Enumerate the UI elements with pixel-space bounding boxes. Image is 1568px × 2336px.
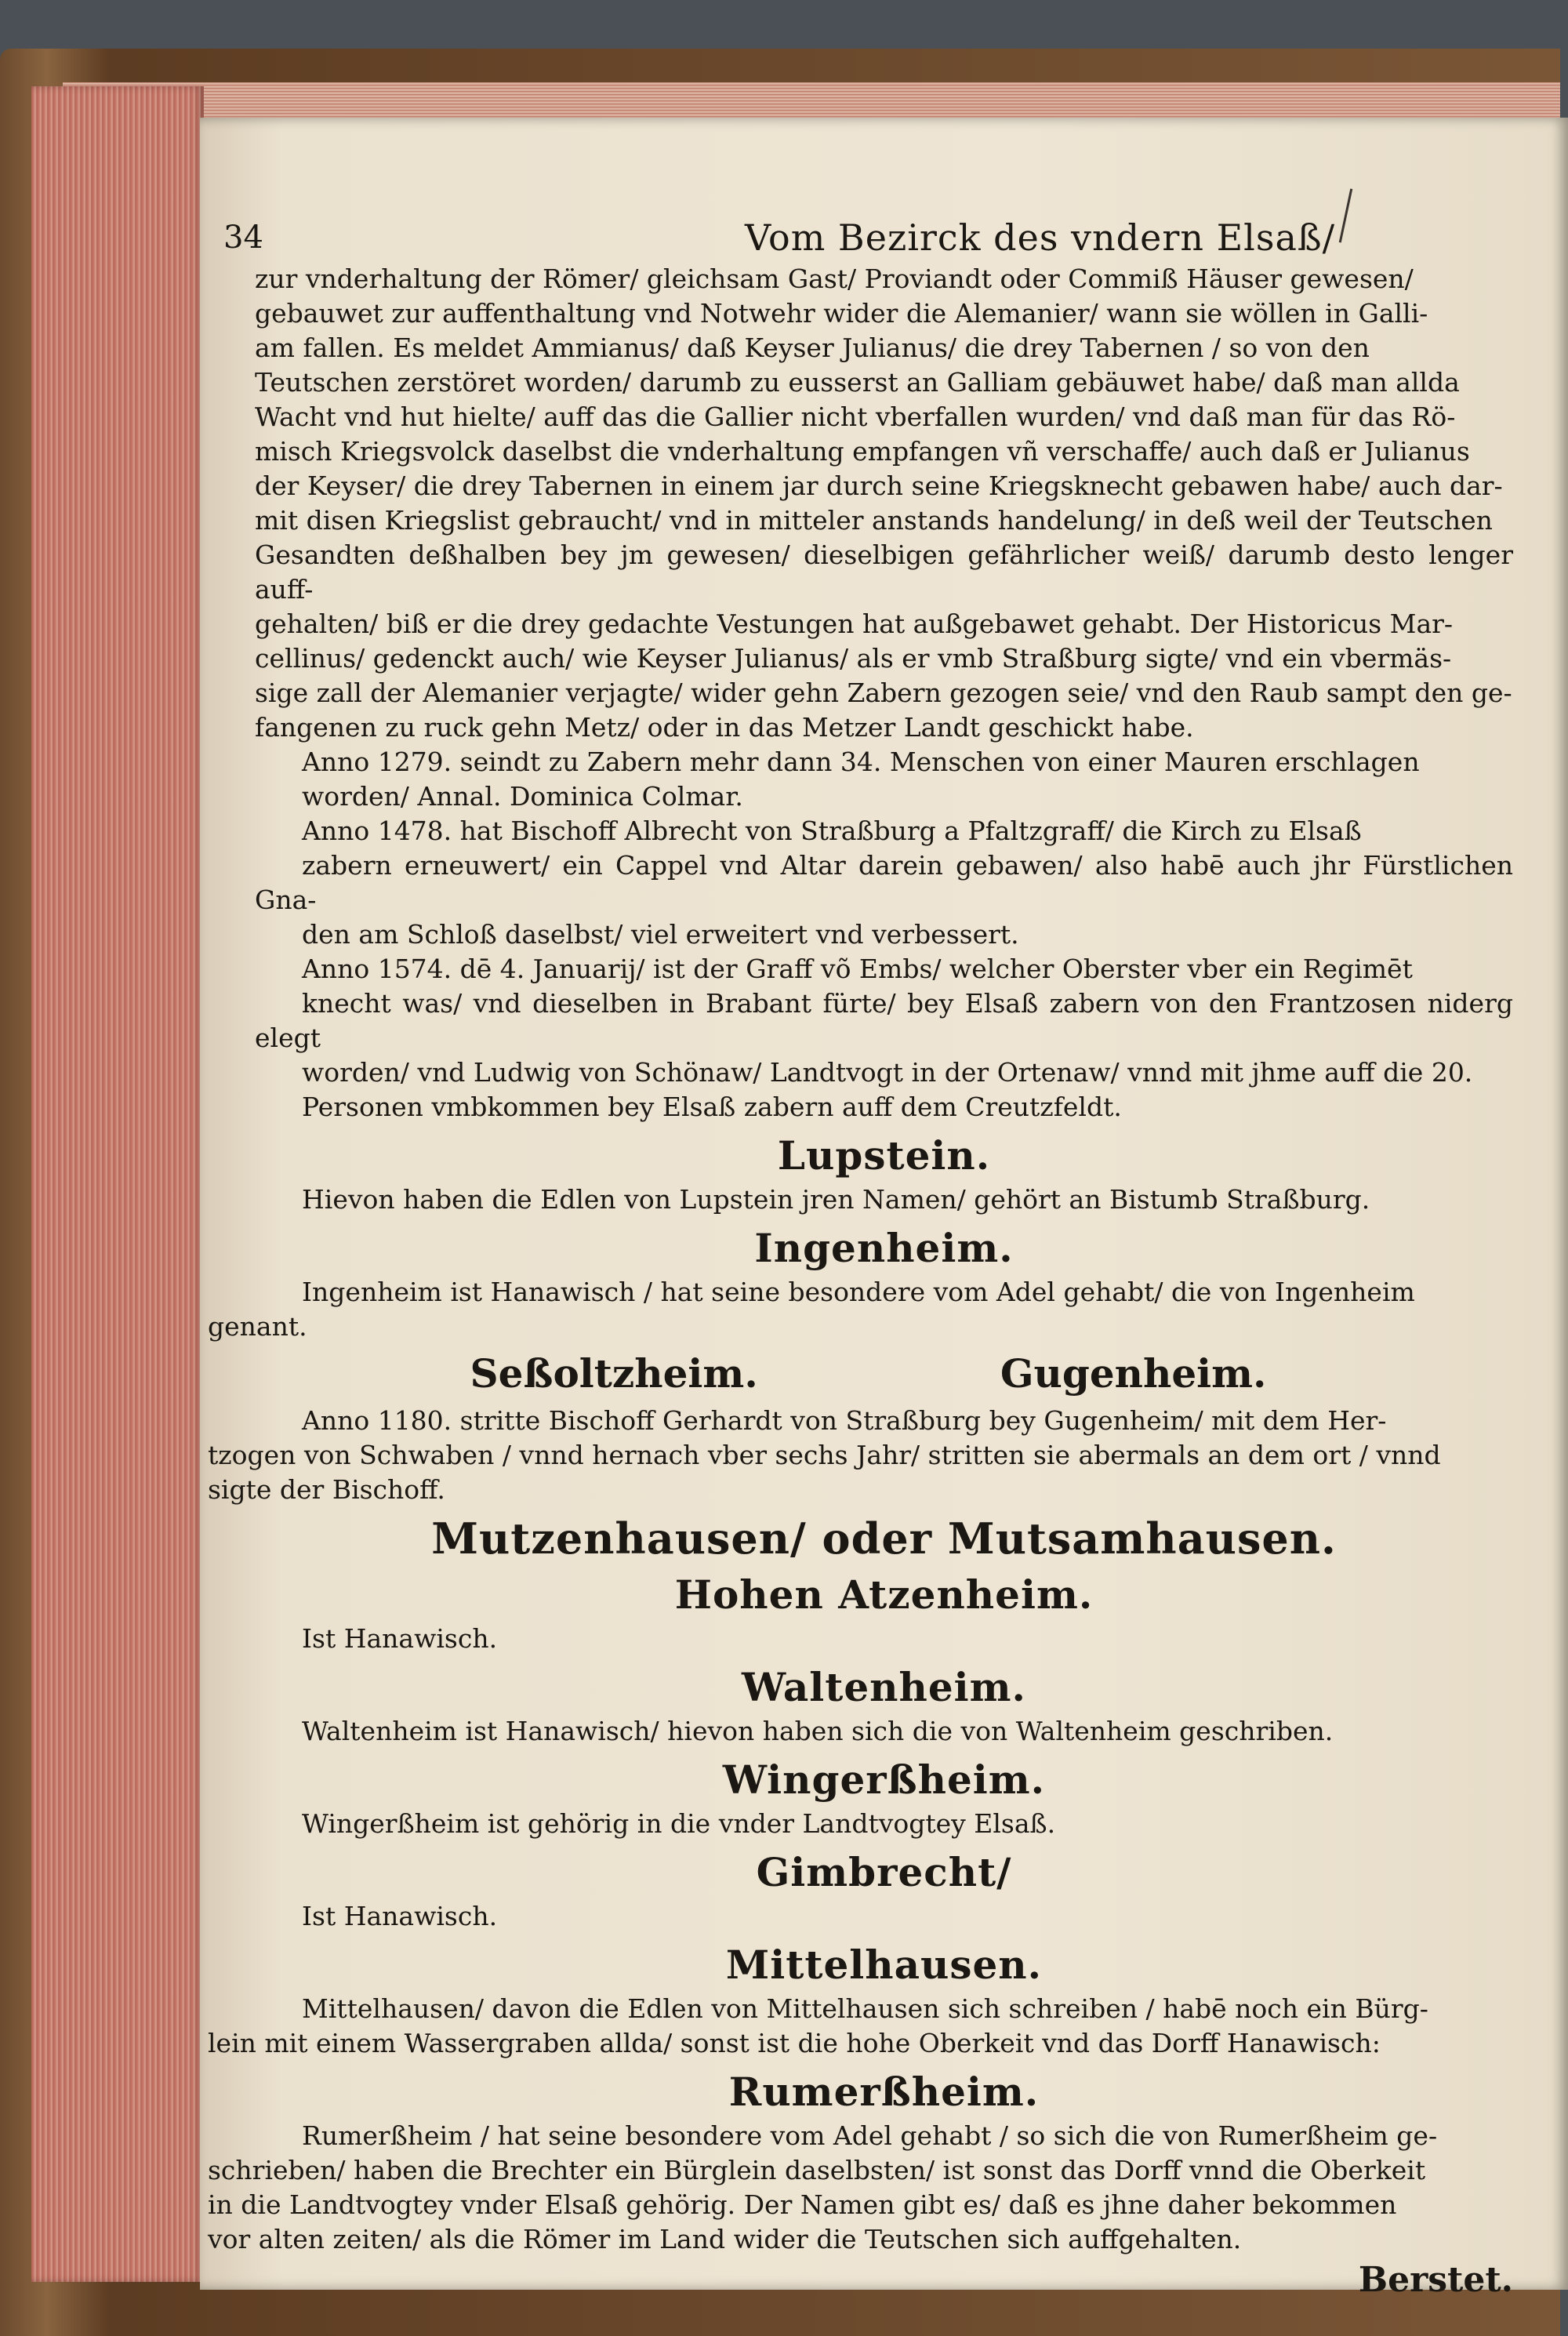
page-edges — [31, 86, 204, 2282]
text-line: am fallen. Es meldet Ammianus/ daß Keyser Julianus/ die drey Tabernen / so von den — [255, 332, 1370, 363]
text-line: gehalten/ biß er die drey gedachte Vestungen hat außgebawet gehabt. Der Historicus Mar- — [255, 609, 1454, 639]
text-line: den am Schloß daselbst/ viel erweitert vnd verbessert. — [302, 919, 1019, 950]
section-heading-gugenheim: Gugenheim. — [1000, 1350, 1267, 1397]
section-text-mittelhausen — [208, 1992, 1513, 2061]
section-heading-mittelhausen: Mittelhausen. — [725, 1942, 1043, 1988]
section-text-lupstein — [255, 1183, 1513, 1217]
text-line: Anno 1478. hat Bischoff Albrecht von Straßburg a Pfaltzgraff/ die Kirch zu Elsaß — [302, 816, 1362, 846]
catchword: Berstet. — [1358, 2260, 1513, 2300]
text-line: Hievon haben die Edlen von Lupstein jren Namen/ gehört an Bistumb Straßburg. — [302, 1184, 1370, 1215]
text-line: Anno 1574. dē 4. Januarij/ ist der Graff võ Embs/ welcher Oberster vber ein Regimēt — [302, 954, 1413, 984]
text-line: Gesandten deßhalben bey jm gewesen/ dieselbigen gefährlicher weiß/ darumb desto lenger auff- — [255, 539, 1513, 605]
section-text-gimbrecht — [255, 1899, 1513, 1934]
text-line: worden/ vnd Ludwig von Schönaw/ Landtvogt in der Ortenaw/ vnnd mit jhme auff die 20. — [302, 1057, 1473, 1088]
text-line: Ist Hanawisch. — [302, 1901, 498, 1931]
text-line: Rumerßheim / hat seine besondere vom Adel gehabt / so sich die von Rumerßheim ge- — [302, 2120, 1438, 2151]
twin-heading — [255, 1349, 1513, 1399]
text-line: der Keyser/ die drey Tabernen in einem jar durch seine Kriegsknecht gebawen habe/ auch dar- — [255, 470, 1503, 501]
text-line: Waltenheim ist Hanawisch/ hievon haben sich die von Waltenheim geschriben. — [302, 1716, 1334, 1746]
text-line: Wingerßheim ist gehörig in die vnder Landtvogtey Elsaß. — [302, 1808, 1056, 1839]
text-line: misch Kriegsvolck daselbst die vnderhaltung empfangen vñ verschaffe/ auch daß er Julianus — [255, 436, 1470, 467]
section-text-ingenheim — [208, 1275, 1513, 1344]
paragraph-1 — [255, 262, 1513, 745]
section-text-hohen-atzenheim — [255, 1622, 1513, 1656]
running-head: Vom Bezirck des vndern Elsaß/ — [745, 216, 1336, 259]
paragraph-2 — [255, 745, 1513, 814]
text-line: Anno 1279. seindt zu Zabern mehr dann 34. Menschen von einer Mauren erschlagen — [302, 747, 1420, 777]
text-line: zabern erneuwert/ ein Cappel vnd Altar darein gebawen/ also habē auch jhr Fürstlichen Gna- — [255, 850, 1513, 915]
section-heading-mutzenhausen: Mutzenhausen/ oder Mutsamhausen. — [431, 1513, 1337, 1564]
section-text-wingerssheim — [255, 1807, 1513, 1841]
text-line: knecht was/ vnd dieselben in Brabant fürte/ bey Elsaß zabern von den Frantzosen niderg elegt — [255, 988, 1513, 1053]
section-text-gugenheim — [208, 1404, 1513, 1507]
section-heading-lupstein: Lupstein. — [777, 1132, 991, 1179]
text-line: Ist Hanawisch. — [302, 1623, 498, 1654]
paragraph-4 — [255, 952, 1513, 1124]
text-line: Anno 1180. stritte Bischoff Gerhardt von Straßburg bey Gugenheim/ mit dem Her- — [302, 1405, 1387, 1436]
section-heading-waltenheim: Waltenheim. — [742, 1664, 1026, 1710]
text-line: sige zall der Alemanier verjagte/ wider gehn Zabern gezogen seie/ vnd den Raub sampt den ge- — [255, 678, 1512, 708]
section-heading-wingerssheim: Wingerßheim. — [722, 1757, 1046, 1803]
text-line: Personen vmbkommen bey Elsaß zabern auff dem Creutzfeldt. — [302, 1092, 1122, 1122]
text-line: vor alten zeiten/ als die Römer im Land wider die Teutschen sich auffgehalten. — [208, 2224, 1242, 2254]
section-text-waltenheim — [255, 1714, 1513, 1749]
paragraph-3 — [255, 814, 1513, 952]
text-line: Wacht vnd hut hielte/ auff das die Gallier nicht vberfallen wurden/ vnd daß man für das Rö- — [255, 401, 1456, 432]
text-line: Ingenheim ist Hanawisch / hat seine besondere vom Adel gehabt/ die von Ingenheim — [302, 1277, 1415, 1307]
text-line: genant. — [208, 1311, 307, 1342]
section-heading-ingenheim: Ingenheim. — [754, 1225, 1014, 1271]
section-heading-hohen-atzenheim: Hohen Atzenheim. — [674, 1571, 1094, 1618]
text-line: tzogen von Schwaben / vnnd hernach vber sechs Jahr/ stritten sie abermals an dem ort / vnnd — [208, 1440, 1441, 1470]
page-text — [208, 262, 1513, 2300]
text-line: gebauwet zur auffenthaltung vnd Notwehr wider die Alemanier/ wann sie wöllen in Galli- — [255, 298, 1428, 329]
section-heading-gimbrecht: Gimbrecht/ — [756, 1849, 1012, 1895]
text-line: cellinus/ gedenckt auch/ wie Keyser Julianus/ als er vmb Straßburg sigte/ vnd ein vbermäs- — [255, 643, 1452, 674]
text-line: Mittelhausen/ davon die Edlen von Mittelhausen sich schreiben / habē noch ein Bürg- — [302, 1993, 1428, 2024]
text-line: fangenen zu ruck gehn Metz/ oder in das Metzer Landt geschickt habe. — [255, 712, 1194, 743]
text-line: worden/ Annal. Dominica Colmar. — [302, 781, 743, 812]
section-text-rumerssheim — [208, 2119, 1513, 2257]
text-line: lein mit einem Wassergraben allda/ sonst ist die hohe Oberkeit vnd das Dorff Hanawisch: — [208, 2028, 1381, 2058]
section-heading-sessoltzheim: Seßoltzheim. — [470, 1350, 758, 1397]
text-line: zur vnderhaltung der Römer/ gleichsam Gast/ Proviandt oder Commiß Häuser gewesen/ — [255, 263, 1414, 294]
text-line: in die Landtvogtey vnder Elsaß gehörig. Der Namen gibt es/ daß es jhne daher bekommen — [208, 2189, 1397, 2220]
text-line: Teutschen zerstöret worden/ darumb zu eusserst an Galliam gebäuwet habe/ daß man allda — [255, 367, 1460, 398]
text-line: schrieben/ haben die Brechter ein Bürglein daselbsten/ ist sonst das Dorff vnnd die Oberkeit — [208, 2155, 1426, 2185]
text-line: mit disen Kriegslist gebraucht/ vnd in mitteler anstands handelung/ in deß weil der Teutschen — [255, 505, 1493, 536]
page-number: 34 — [223, 220, 263, 256]
section-heading-rumerssheim: Rumerßheim. — [728, 2069, 1040, 2115]
text-line: sigte der Bischoff. — [208, 1474, 445, 1505]
